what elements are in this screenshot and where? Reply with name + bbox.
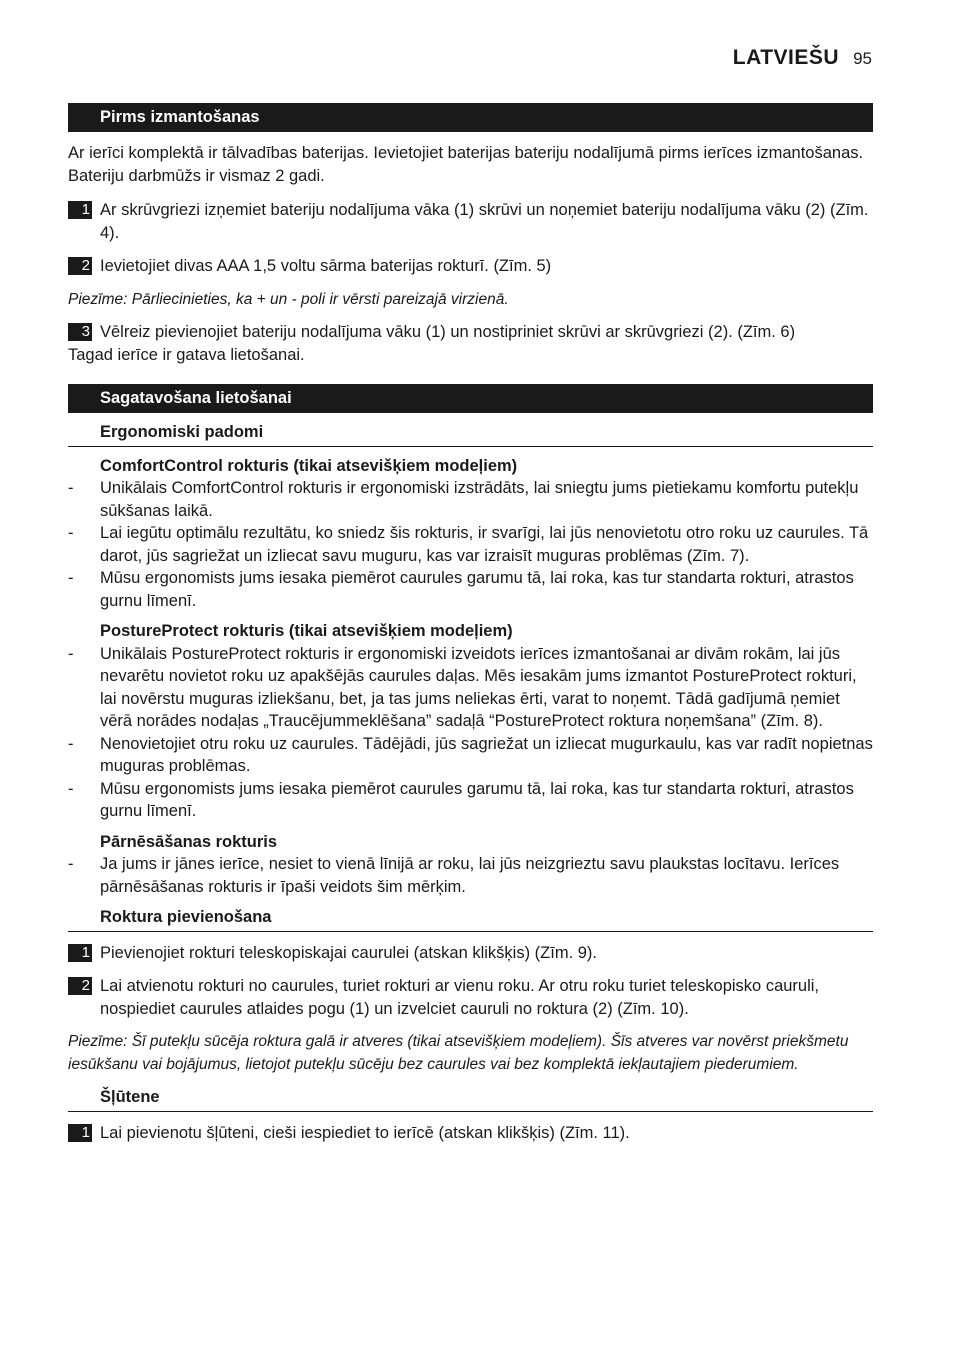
note: Piezīme: Pārliecinieties, ka + un - poli ir vērsti pareizajā virzienā. [68,290,509,308]
bullet-dash: - [68,569,74,587]
step-item [68,942,873,965]
step-number: 1 [68,201,92,219]
list-item-text: Lai iegūtu optimālu rezultātu, ko sniedz šis rokturis, ir svarīgi, lai jūs nenovietotu otro roku uz caurules. Tā darot, jūs sagriežat un izliecat savu muguru, kas var izraisīt muguras problēmas (Zīm. 7). [100,524,869,565]
list-item [68,643,873,733]
section-heading-before-use: Pirms izmantošanas [68,103,873,132]
list-item-text: Unikālais PostureProtect rokturis ir ergonomiski izveidots ierīces izmantošanai ar divām rokām, lai jūs nevarētu novietot roku uz apakšējās caurules daļas. Mēs iesakām jums izmantot PostureProtect rokturi, lai novērstu muguras izliekšanu, bet, ja tas jums neliekas ērti, varat to noņemt. Tādā gadījumā ņemiet vērā norādes nodaļas „Traucējummeklēšana” sadaļā “PostureProtect roktura noņemšana” (Zīm. 8). [100,644,857,730]
list-item [68,567,873,612]
subheading-hose: Šļūtene [68,1086,873,1112]
list-item-text: Mūsu ergonomists jums iesaka piemērot caurules garumu tā, lai roka, kas tur standarta rokturi, atrastos gurnu līmenī. [100,569,854,610]
note: Piezīme: Šī putekļu sūcēja roktura galā ir atveres (tikai atsevišķiem modeļiem). Šīs atveres var novērst priekšmetu iesūkšanu vai bojājumus, lietojot putekļu sūcēju bez caurules vai bez komplektā iekļautajiem piederumiem. [68,1033,849,1073]
step-item [68,199,873,244]
step-number: 3 [68,323,92,341]
ready-text: Tagad ierīce ir gatava lietošanai. [68,345,305,364]
language-label: LATVIEŠU [732,46,840,69]
subheading-ergonomics: Ergonomiski padomi [68,421,873,447]
step-text: Vēlreiz pievienojiet bateriju nodalījuma vāku (1) un nostipriniet skrūvi ar skrūvgriezi (2). (Zīm. 6) [100,323,796,341]
step-item [68,975,873,1020]
step-number: 1 [68,1124,92,1142]
subheading-carry-handle: Pārnēsāšanas rokturis [100,832,278,851]
intro-paragraph: Ar ierīci komplektā ir tālvadības baterijas. Ievietojiet baterijas bateriju nodalījumā pirms ierīces izmantošanas. Bateriju darbmūžs ir vismaz 2 gadi. [68,144,864,185]
step-item [68,255,873,278]
list-item [68,733,873,778]
page-header [733,46,872,70]
subheading-attach-handle: Roktura pievienošana [68,906,873,932]
section-heading-preparing: Sagatavošana lietošanai [68,384,873,413]
step-item [68,321,873,344]
bullet-dash: - [68,779,74,798]
list-item [68,477,873,522]
step-number: 1 [68,944,92,962]
subheading-postureprotect: PostureProtect rokturis (tikai atsevišķiem modeļiem) [100,622,513,640]
list-item-text: Mūsu ergonomists jums iesaka piemērot caurules garumu tā, lai roka, kas tur standarta rokturi, atrastos gurnu līmenī. [100,779,854,820]
page-number: 95 [853,49,872,68]
bullet-dash: - [68,479,74,497]
bullet-dash: - [68,734,74,753]
list-item [68,522,873,567]
step-text: Ar skrūvgriezi izņemiet bateriju nodalījuma vāka (1) skrūvi un noņemiet bateriju nodalījuma vāku (2) (Zīm. 4). [100,201,869,242]
step-number: 2 [68,977,92,995]
step-item [68,1122,873,1145]
step-text: Lai atvienotu rokturi no caurules, turiet rokturi ar vienu roku. Ar otru roku turiet teleskopisko cauruli, nospiediet caurules atlaides pogu (1) un izvelciet cauruli no roktura (2) (Zīm. 10). [100,977,820,1018]
bullet-dash: - [68,855,74,873]
bullet-dash: - [68,524,74,542]
step-number: 2 [68,257,92,275]
list-item [68,778,873,823]
list-item-text: Ja jums ir jānes ierīce, nesiet to vienā līnijā ar roku, lai jūs neizgrieztu savu plaukstas locītavu. Ierīces pārnēsāšanas rokturis ir īpaši veidots šim mērķim. [100,855,840,896]
list-item [68,853,873,898]
step-text: Lai pievienotu šļūteni, cieši iespiediet to ierīcē (atskan klikšķis) (Zīm. 11). [100,1123,630,1142]
bullet-dash: - [68,644,74,663]
step-text: Pievienojiet rokturi teleskopiskajai caurulei (atskan klikšķis) (Zīm. 9). [100,943,597,962]
step-text: Ievietojiet divas AAA 1,5 voltu sārma baterijas rokturī. (Zīm. 5) [100,257,552,275]
list-item-text: Unikālais ComfortControl rokturis ir ergonomiski izstrādāts, lai sniegtu jums pietiekamu komfortu putekļu sūkšanas laikā. [100,479,859,520]
list-item-text: Nenovietojiet otru roku uz caurules. Tādējādi, jūs sagriežat un izliecat mugurkaulu, kas var radīt nopietnas muguras problēmas. [100,734,873,775]
subheading-comfortcontrol: ComfortControl rokturis (tikai atsevišķiem modeļiem) [100,456,518,475]
page-content [68,103,873,1144]
